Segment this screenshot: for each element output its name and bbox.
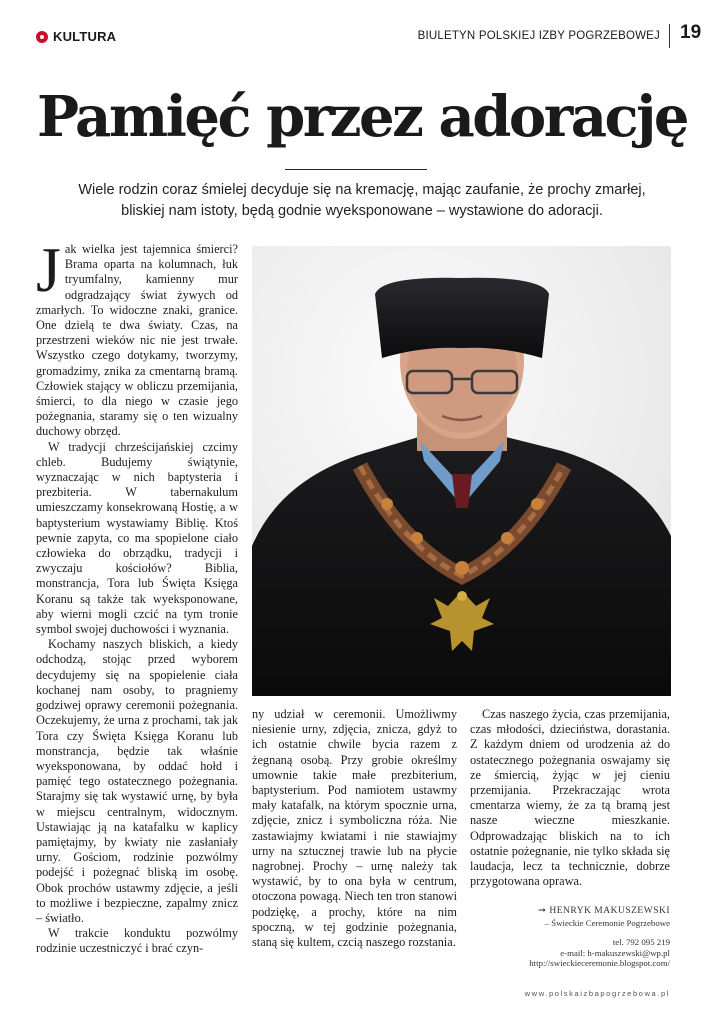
paragraph: W tradycji chrześcijańskiej czcimy chleb. Budujemy świątynie, wyznaczając w nich baptysteria i prezbiteria. W tabernakulum umieszczamy konsekrowaną Hostię, a w baptysterium wystawiamy Biblię. Ktoś pewnie zapyta, co ma spopielone ciało człowieka do obrządku, tradycji i zwyczaju kościołów? Biblia, monstrancja, Tora lub Święta Księga Koranu są także tak wyeksponowane, aby wierni mogli czcić na tym tronie symbol swojej duchowości i wyznania. [36,439,238,637]
website-link[interactable]: http://swieckieceremonie.blogspot.com/ [529,958,670,968]
paragraph: ny udział w ceremonii. Umożliwmy niesienie urny, zdjęcia, znicza, gdyż to ich ostatnie chwile bycia razem z żegnaną osobą. Przy grobie określmy umownie takie małe prezbiterium, baptysterium. Pod namiotem ustawmy mały katafalk, na którym spocznie urna, zdjęcie, znicz i symboliczna róża. Nie zastawiajmy kwiatami i nie stawiajmy urny na sztucznej trawie lub na płycie nagrobnej. Prochy – urnę należy tak wystawić, by to ona była w centrum, otoczona powagą. Niech ten tron stanowi podziękę, a prochy, które na nim spoczną, w tej godzinie pożegnania, staną się kultem, czcią naszego rozstania. [252,707,457,950]
article-title: Pamięć przez adorację [36,84,688,150]
section-label: KULTURA [53,29,117,44]
title-divider [285,169,427,170]
record-circle-icon [36,31,48,43]
article-column-3 [470,707,670,889]
author-contact [470,937,670,969]
portrait-photo [252,246,671,696]
phone: tel. 792 095 219 [612,937,670,947]
article-column-2 [252,707,457,950]
email-link[interactable]: e-mail: h-makuszewski@wp.pl [560,947,670,958]
publication-name: BIULETYN POLSKIEJ IZBY POGRZEBOWEJ [417,30,660,42]
lead-line-2: bliskiej nam istoty, będą godnie wyeksponowane – wystawione do adoracji. [121,203,603,219]
drop-cap: J [36,234,61,305]
header-divider [669,24,670,48]
author-byline [470,905,670,929]
paragraph: Kochamy naszych bliskich, a kiedy odchodzą, stojąc przed wyborem decydujemy się na spopielenie ciała kochanej nam osoby, to pragniemy godziwej oprawy ceremonii pożegnania. Oczekujemy, że urna z prochami, tak jak Tora czy Święta Księga Koranu lub monstrancja, będzie tak właśnie wyeksponowana, by oddać hołd i pamięć tego ostatecznego pożegnania. Starajmy się tak wystawić urnę, by była w miejscu centralnym, widocznym. Ustawiając ją na katafalku w kaplicy pamiętajmy, by kwiaty nie zasłaniały urny. Gościom, rodzinie pozwólmy podejść i pożegnać bliską im osobę. Obok prochów ustawmy zdjęcie, a jeśli to możliwe i bezpieczne, zapalmy znicz – światło. [36,637,238,925]
article-lead [60,180,664,222]
paragraph [36,234,238,440]
lead-line-1: Wiele rodzin coraz śmielej decyduje się na kremację, mając zaufanie, że prochy zmarłej, [78,182,646,198]
article-column-1 [36,234,238,957]
page-header [0,0,724,60]
paragraph: Czas naszego życia, czas przemijania, czas młodości, dzieciństwa, dorastania. Z każdym dniem od urodzenia aż do ostatecznego pożegnania oswajamy się ze śmiercią, żyjąc w jej cieniu przemijania. Przekraczając wrota cmentarza wiemy, że za tą bramą jest nasze wieczne mieszkanie. Odprowadzając bliskich na to ich ostatnie pożegnanie, nie tylko składa się laudacja, lecz ta technicznie, dobrze przygotowana oprawa. [470,707,670,889]
arrow-right-icon: ➞ [538,906,547,916]
section-tag [36,29,116,44]
author-company: – Świeckie Ceremonie Pogrzebowe [544,918,670,928]
paragraph: W trakcie konduktu pozwólmy rodzinie uczestniczyć i brać czyn- [36,926,238,956]
paragraph-text: ak wielka jest tajemnica śmierci? Brama oparta na kolumnach, łuk tryumfalny, kamienny mur odgradzający świat żywych od zmarłych. To widoczne znaki, granice. One dzielą te dwa światy. Czas, na przestrzeni wieków nic nie jest trwałe. Wszystko czego dotykamy, tworzymy, gromadzimy, znika za cmentarną bramą. Człowiek stający w obliczu przemijania, śmierci, to dla niego w czasie jego pożegnania, staramy się o ten wizualny duchowy obrzęd. [36,242,238,439]
page-number: 19 [680,22,702,43]
author-name: HENRYK MAKUSZEWSKI [549,906,670,916]
footer-url[interactable]: www.polskaizbapogrzebowa.pl [524,989,670,998]
